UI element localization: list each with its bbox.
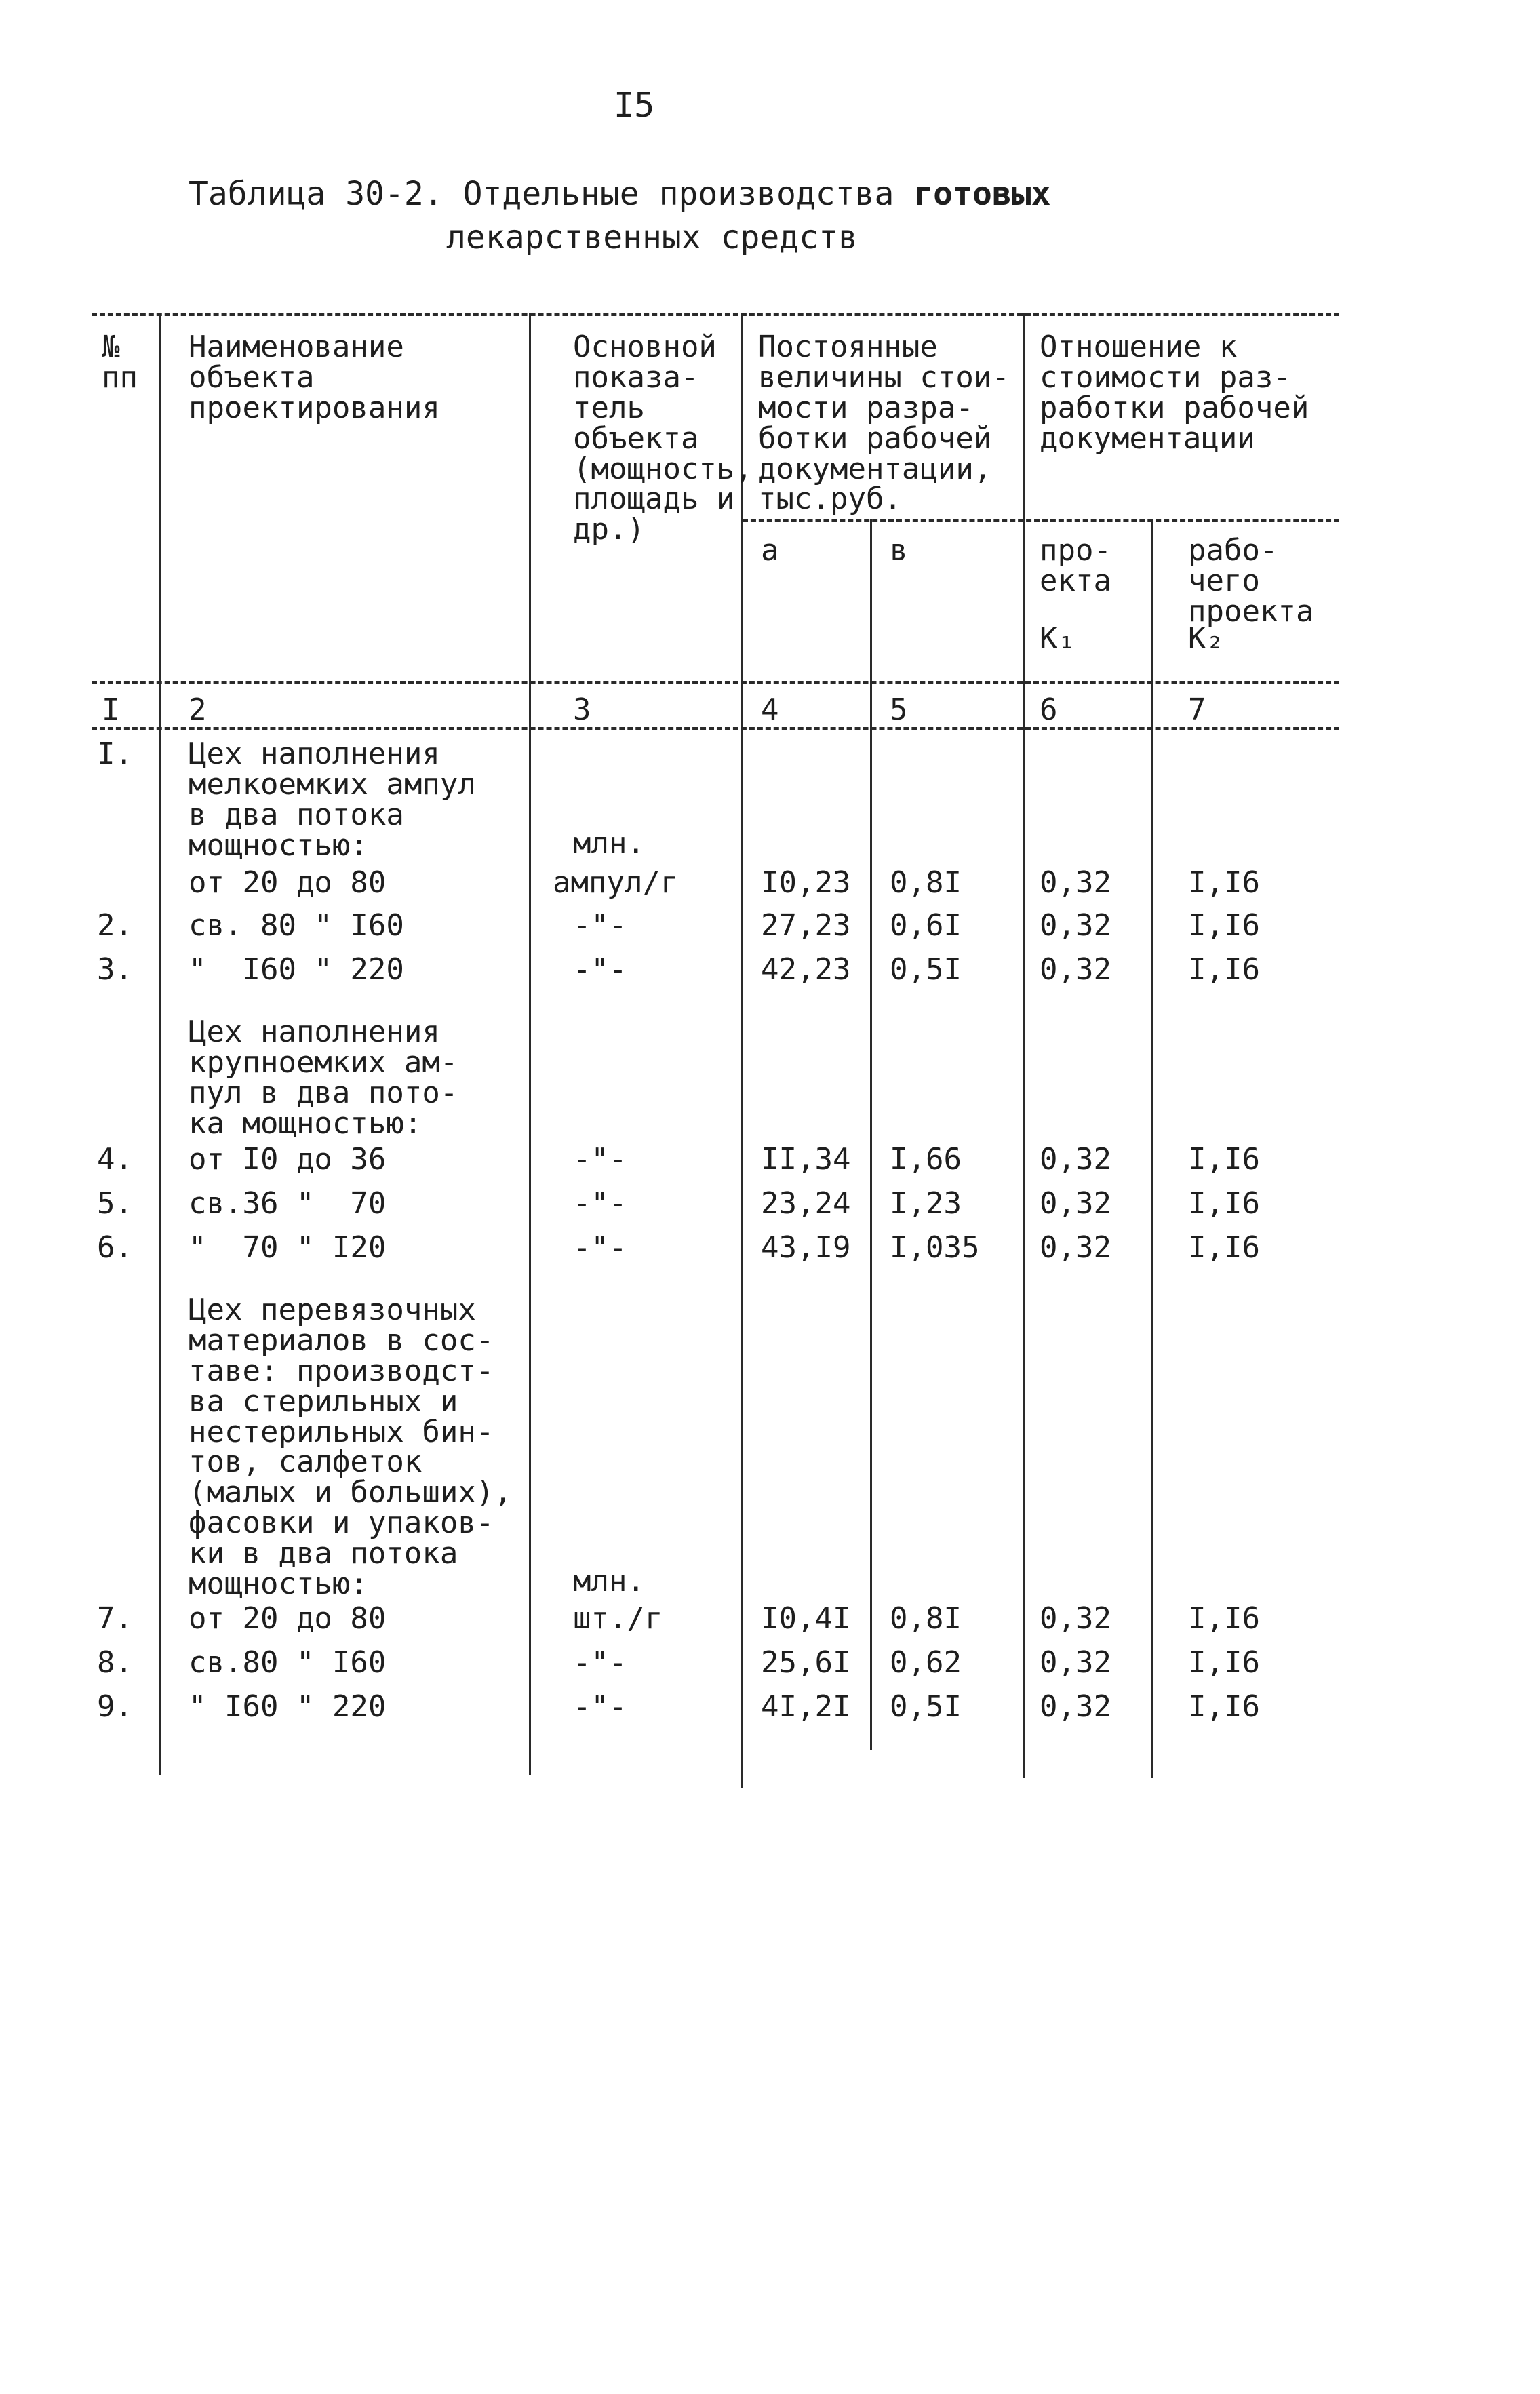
row-k1: 0,32 <box>1040 1186 1111 1221</box>
row-indicator: -"- <box>573 1689 627 1724</box>
header-col-indicator: Основной показа- тель объекта (мощность, площадь и др.) <box>573 330 753 547</box>
row-k2: I,I6 <box>1188 908 1260 943</box>
row-b: 0,8I <box>890 865 962 900</box>
row-b: 0,62 <box>890 1645 962 1680</box>
row-indicator: -"- <box>573 1230 627 1265</box>
col-number-4: 4 <box>761 692 779 727</box>
row-name: от 20 до 80 <box>189 1601 387 1636</box>
row-num: 9. <box>97 1689 133 1724</box>
row-a: 25,6I <box>761 1645 851 1680</box>
row-b: I,035 <box>890 1230 980 1265</box>
row-name: св.36 " 70 <box>189 1186 387 1221</box>
row-b: I,23 <box>890 1186 962 1221</box>
row-b: 0,8I <box>890 1601 962 1636</box>
row-b: I,66 <box>890 1142 962 1177</box>
table-title-bold: готовых <box>913 175 1051 213</box>
row-num: 5. <box>97 1186 133 1221</box>
col-number-5: 5 <box>890 692 908 727</box>
row-k2: I,I6 <box>1188 1142 1260 1177</box>
row-indicator: ампул/г <box>553 865 679 900</box>
row-name: " 70 " I20 <box>189 1230 387 1265</box>
row-a: II,34 <box>761 1142 851 1177</box>
header-col-num: № пп <box>102 330 138 395</box>
row-name: от 20 до 80 <box>189 865 387 900</box>
group-1-number: I. <box>97 737 133 771</box>
row-indicator: -"- <box>573 952 627 987</box>
row-a: 27,23 <box>761 908 851 943</box>
group-3-unit: млн. <box>573 1564 645 1598</box>
row-k2: I,I6 <box>1188 1601 1260 1636</box>
row-indicator: -"- <box>573 1142 627 1177</box>
row-indicator: шт./г <box>573 1601 663 1636</box>
row-k1: 0,32 <box>1040 1230 1111 1265</box>
row-b: 0,5I <box>890 1689 962 1724</box>
row-indicator: -"- <box>573 1645 627 1680</box>
col-number-2: 2 <box>189 692 207 727</box>
vline-a-b <box>870 519 872 1750</box>
col-number-1: I <box>102 692 120 727</box>
row-k1: 0,32 <box>1040 865 1111 900</box>
row-a: 42,23 <box>761 952 851 987</box>
row-num: 7. <box>97 1601 133 1636</box>
group-3-label: Цех перевязочных материалов в сос- таве: производст- ва стерильных и нестерильных бин- тов, салфеток (малых и больших), фасовки и упаков- ки в два потока мощностью: <box>189 1293 512 1601</box>
row-k1: 0,32 <box>1040 1645 1111 1680</box>
group-1-label: Цех наполнения мелкоемких ампул в два потока мощностью: <box>189 737 476 863</box>
vline-num-name <box>159 313 161 1775</box>
table-top-rule <box>92 313 1339 316</box>
group-2-label: Цех наполнения крупноемких ам- пул в два пото- ка мощностью: <box>189 1015 458 1141</box>
row-name: св.80 " I60 <box>189 1645 387 1680</box>
header-sub-k2: рабо- чего проекта <box>1188 533 1314 629</box>
row-b: 0,5I <box>890 952 962 987</box>
vline-cost-ratio <box>1023 313 1025 1778</box>
col-number-3: 3 <box>573 692 591 727</box>
header-col-name: Наименование объекта проектирования <box>189 330 440 425</box>
row-b: 0,6I <box>890 908 962 943</box>
table-title <box>189 175 1051 213</box>
row-k2: I,I6 <box>1188 1689 1260 1724</box>
group-1-unit: млн. <box>573 826 645 861</box>
row-k1: 0,32 <box>1040 952 1111 987</box>
row-num: 2. <box>97 908 133 943</box>
row-a: 23,24 <box>761 1186 851 1221</box>
row-k1: 0,32 <box>1040 908 1111 943</box>
row-num: 4. <box>97 1142 133 1177</box>
col-number-6: 6 <box>1040 692 1058 727</box>
vline-name-ind <box>529 313 531 1775</box>
header-sub-a: а <box>761 533 779 568</box>
table-title-line2: лекарственных средств <box>446 218 858 256</box>
vline-k1-k2 <box>1151 519 1153 1778</box>
row-a: I0,23 <box>761 865 851 900</box>
row-num: 6. <box>97 1230 133 1265</box>
header-col-cost: Постоянные величины стои- мости разра- ботки рабочей документации, тыс.руб. <box>758 330 1010 517</box>
row-a: 4I,2I <box>761 1689 851 1724</box>
row-name: " I60 " 220 <box>189 952 404 987</box>
row-indicator: -"- <box>573 908 627 943</box>
row-num: 8. <box>97 1645 133 1680</box>
row-k1: 0,32 <box>1040 1689 1111 1724</box>
row-k2: I,I6 <box>1188 1645 1260 1680</box>
header-sub-k1-symbol: K₁ <box>1040 621 1075 656</box>
row-a: I0,4I <box>761 1601 851 1636</box>
header-col-ratio: Отношение к стоимости раз- работки рабочей документации <box>1040 330 1309 456</box>
row-k2: I,I6 <box>1188 865 1260 900</box>
row-name: " I60 " 220 <box>189 1689 387 1724</box>
header-sub-k2-symbol: K₂ <box>1188 621 1224 656</box>
row-k1: 0,32 <box>1040 1142 1111 1177</box>
row-name: св. 80 " I60 <box>189 908 404 943</box>
row-k2: I,I6 <box>1188 1230 1260 1265</box>
row-num: 3. <box>97 952 133 987</box>
header-sub-rule <box>743 519 1339 522</box>
row-k1: 0,32 <box>1040 1601 1111 1636</box>
table-title-prefix: Таблица 30-2. Отдельные производства <box>189 175 914 213</box>
row-k2: I,I6 <box>1188 1186 1260 1221</box>
header-sub-b: в <box>890 533 908 568</box>
header-sub-k1: про- екта <box>1040 533 1111 598</box>
row-name: от I0 до 36 <box>189 1142 387 1177</box>
col-number-7: 7 <box>1188 692 1206 727</box>
row-a: 43,I9 <box>761 1230 851 1265</box>
row-k2: I,I6 <box>1188 952 1260 987</box>
page-number: I5 <box>614 85 655 125</box>
row-indicator: -"- <box>573 1186 627 1221</box>
